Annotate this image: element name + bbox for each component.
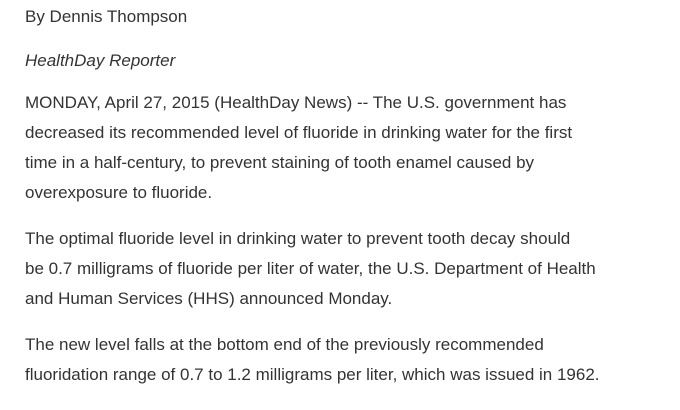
article-body — [25, 4, 675, 390]
article-paragraph-3 — [25, 330, 675, 390]
paragraph-line: The new level falls at the bottom end of the previously recommended — [25, 335, 544, 354]
paragraph-line: and Human Services (HHS) announced Monday. — [25, 289, 393, 308]
paragraph-line: fluoridation range of 0.7 to 1.2 milligrams per liter, which was issued in 1962. — [25, 365, 600, 384]
reporter-credit: HealthDay Reporter — [25, 51, 176, 70]
byline: By Dennis Thompson — [25, 7, 188, 26]
article-paragraph-1 — [25, 88, 675, 208]
paragraph-line: be 0.7 milligrams of fluoride per liter of water, the U.S. Department of Health — [25, 259, 596, 278]
paragraph-line: overexposure to fluoride. — [25, 183, 213, 202]
paragraph-line: decreased its recommended level of fluoride in drinking water for the first — [25, 123, 573, 142]
paragraph-line: MONDAY, April 27, 2015 (HealthDay News) -- The U.S. government has — [25, 93, 567, 112]
paragraph-line: time in a half-century, to prevent staining of tooth enamel caused by — [25, 153, 535, 172]
article-paragraph-2 — [25, 224, 675, 314]
paragraph-line: The optimal fluoride level in drinking water to prevent tooth decay should — [25, 229, 571, 248]
